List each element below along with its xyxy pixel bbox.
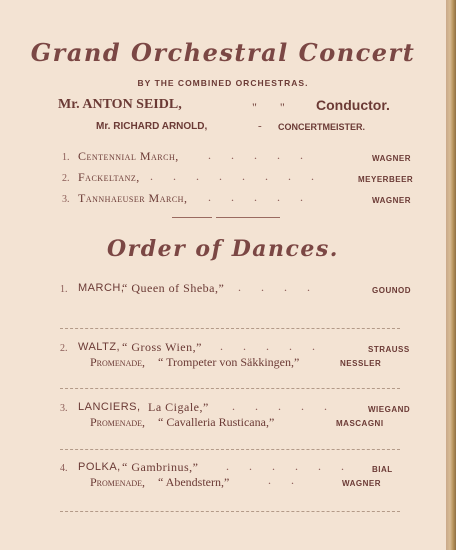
page-title: Grand Orchestral Concert (30, 38, 416, 67)
byline: BY THE COMBINED ORCHESTRAS. (137, 78, 309, 88)
promenade-label: Promenade, (90, 475, 146, 489)
dance-piece: La Cigale,” (148, 400, 209, 414)
dance-kind: POLKA, (78, 461, 121, 473)
dotted-divider (60, 449, 400, 450)
dance-composer: BIAL (372, 465, 393, 474)
promenade-piece: “ Abendstern,” (158, 475, 230, 489)
conductor-separator: " " (252, 100, 295, 114)
item-number: 3. (62, 194, 70, 205)
concertmeister-separator: - (258, 120, 262, 132)
concertmeister-role: CONCERTMEISTER. (278, 122, 366, 132)
conductor-name: Mr. ANTON SEIDL, (58, 97, 182, 112)
dances-title: Order of Dances. (107, 236, 339, 262)
dance-number: 3. (60, 403, 68, 414)
conductor-role: Conductor. (316, 97, 390, 113)
promenade-label: Promenade, (90, 415, 146, 429)
promenade-composer: NESSLER (340, 359, 382, 368)
dance-piece: “ Gambrinus,” (122, 460, 199, 474)
concertmeister-name: Mr. RICHARD ARNOLD, (96, 121, 208, 132)
promenade-composer: MASCAGNI (336, 419, 384, 428)
item-title: Tannhaeuser March, (78, 191, 188, 205)
page-edge (446, 0, 456, 550)
dance-number: 1. (60, 284, 68, 295)
dance-number: 2. (60, 343, 68, 354)
dance-composer: WIEGAND (368, 405, 411, 414)
promenade-piece: “ Trompeter von Säkkingen,” (158, 355, 300, 369)
item-title: Fackeltanz, (78, 170, 140, 184)
promenade-composer: WAGNER (342, 479, 381, 488)
leader-dots: ..... (220, 339, 335, 353)
item-composer: WAGNER (372, 154, 411, 163)
leader-dots: ........ (150, 169, 334, 183)
leader-dots: .... (238, 280, 330, 294)
leader-dots: .. (268, 473, 314, 487)
dotted-divider (60, 511, 400, 512)
item-composer: WAGNER (372, 196, 411, 205)
dance-piece: “ Gross Wien,” (122, 340, 202, 354)
leader-dots: ..... (208, 148, 323, 162)
dance-kind: LANCIERS, (78, 401, 141, 413)
leader-dots: ..... (232, 399, 347, 413)
item-title: Centennial March, (78, 149, 179, 163)
dance-composer: STRAUSS (368, 345, 410, 354)
leader-dots: ...... (226, 459, 364, 473)
dotted-divider (60, 328, 400, 329)
divider (172, 217, 280, 218)
dance-piece: “ Queen of Sheba,” (122, 281, 225, 295)
item-number: 1. (62, 152, 70, 163)
dance-kind: MARCH, (78, 282, 125, 294)
leader-dots: ..... (208, 190, 323, 204)
item-number: 2. (62, 173, 70, 184)
item-composer: MEYERBEER (358, 175, 414, 184)
promenade-label: Promenade, (90, 355, 146, 369)
promenade-piece: “ Cavalleria Rusticana,” (158, 415, 275, 429)
dance-kind: WALTZ, (78, 341, 121, 353)
dance-composer: GOUNOD (372, 286, 411, 295)
dance-number: 4. (60, 463, 68, 474)
dotted-divider (60, 388, 400, 389)
